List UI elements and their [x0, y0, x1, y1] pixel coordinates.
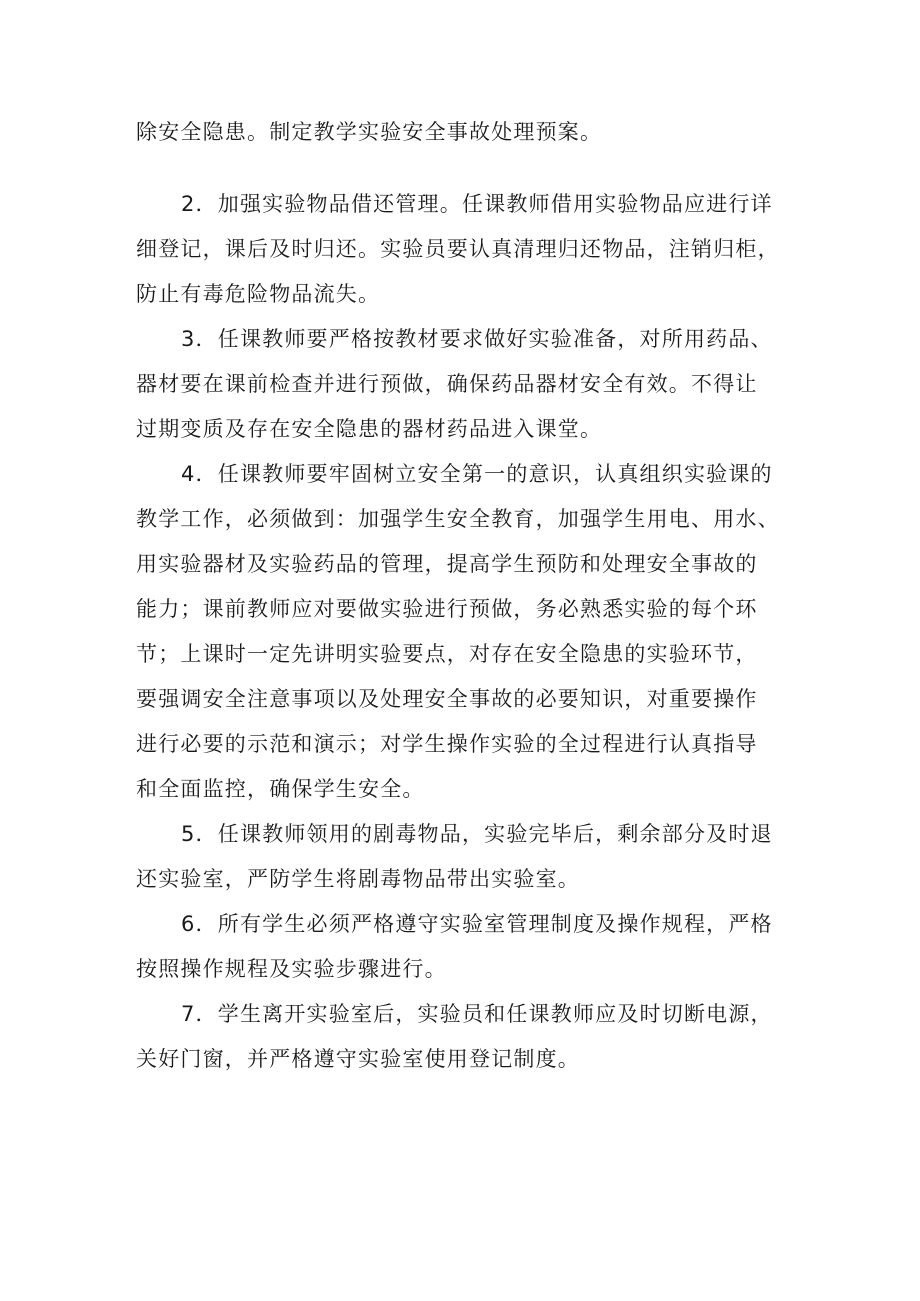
paragraph-line: 节；上课时一定先讲明实验要点，对存在安全隐患的实验环节，	[136, 642, 758, 666]
paragraph-line: 用实验器材及实验药品的管理，提高学生预防和处理安全事故的	[136, 552, 758, 576]
paragraph-line: 2．加强实验物品借还管理。任课教师借用实验物品应进行详	[181, 192, 773, 216]
paragraph-line: 6．所有学生必须严格遵守实验室管理制度及操作规程，严格	[181, 912, 773, 936]
paragraph-6	[136, 902, 796, 992]
paragraph-line: 除安全隐患。制定教学实验安全事故处理预案。	[136, 120, 603, 144]
paragraph-4	[136, 452, 796, 812]
paragraph-line: 能力；课前教师应对要做实验进行预做，务必熟悉实验的每个环	[136, 597, 758, 621]
paragraph-2	[136, 182, 796, 317]
paragraph-3	[136, 317, 796, 452]
paragraph-line: 还实验室，严防学生将剧毒物品带出实验室。	[136, 867, 580, 891]
paragraph-line: 4．任课教师要牢固树立安全第一的意识，认真组织实验课的	[181, 462, 773, 486]
document-body	[136, 110, 796, 1082]
paragraph-line: 按照操作规程及实验步骤进行。	[136, 957, 447, 981]
paragraph-line: 要强调安全注意事项以及处理安全事故的必要知识，对重要操作	[136, 687, 758, 711]
paragraph-7	[136, 992, 796, 1082]
paragraph-line: 器材要在课前检查并进行预做，确保药品器材安全有效。不得让	[136, 372, 758, 396]
paragraph-line: 细登记，课后及时归还。实验员要认真清理归还物品，注销归柜，	[136, 237, 780, 261]
paragraph-line: 进行必要的示范和演示；对学生操作实验的全过程进行认真指导	[136, 732, 758, 756]
paragraph-line: 防止有毒危险物品流失。	[136, 282, 381, 306]
paragraph-gap	[136, 155, 796, 182]
paragraph-line: 过期变质及存在安全隐患的器材药品进入课堂。	[136, 417, 603, 441]
paragraph-5	[136, 812, 796, 902]
paragraph-line: 教学工作，必须做到：加强学生安全教育，加强学生用电、用水、	[136, 507, 780, 531]
paragraph-line: 关好门窗，并严格遵守实验室使用登记制度。	[136, 1047, 580, 1071]
paragraph-1	[136, 110, 796, 155]
paragraph-line: 和全面监控，确保学生安全。	[136, 777, 425, 801]
paragraph-line: 5．任课教师领用的剧毒物品，实验完毕后，剩余部分及时退	[181, 822, 773, 846]
paragraph-line: 7．学生离开实验室后，实验员和任课教师应及时切断电源，	[181, 1002, 773, 1026]
paragraph-line: 3．任课教师要严格按教材要求做好实验准备，对所用药品、	[181, 327, 773, 351]
